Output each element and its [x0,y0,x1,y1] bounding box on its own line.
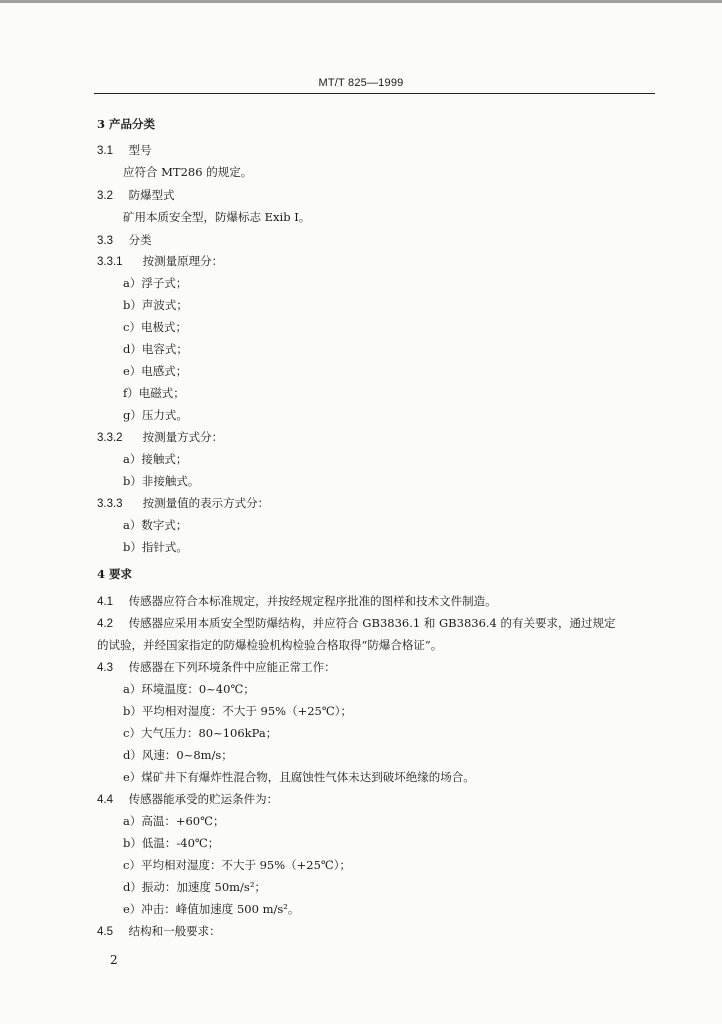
clause-4-1 [97,594,497,609]
list-item: e）冲击：峰值加速度 500 m/s²。 [123,902,300,916]
clause-3-3-2 [97,430,223,445]
clause-3-1-text: 应符合 MT286 的规定。 [123,165,253,179]
clause-number: 3.1 [97,145,113,157]
list-item: a）接触式； [123,452,188,466]
list-item: c）大气压力：80~106kPa； [123,726,278,740]
clause-4-3 [97,660,336,675]
list-item: b）平均相对湿度：不大于 95%（+25℃）； [123,704,352,718]
list-item: b）非接触式。 [123,474,200,488]
clause-number: 3.3 [97,235,113,247]
clause-title: 型号 [128,143,152,157]
list-item: f）电磁式； [123,386,185,400]
clause-3-3-3 [97,496,269,511]
scan-top-edge [0,0,722,3]
clause-text: 传感器在下列环境条件中应能正常工作： [128,660,336,674]
page-number: 2 [110,953,118,967]
list-item: c）平均相对湿度：不大于 95%（+25℃）； [123,858,352,872]
list-item: d）振动：加速度 50m/s²； [123,880,266,894]
clause-title: 防爆型式 [128,188,175,202]
list-item: e）煤矿井下有爆炸性混合物，且腐蚀性气体未达到破坏绝缘的场合。 [123,770,475,784]
clause-title: 按测量原理分： [142,254,224,268]
header-rule [94,93,655,94]
list-item: d）风速：0~8m/s； [123,748,233,762]
standard-number: MT/T 825—1999 [318,77,404,89]
list-item: a）高温：+60℃； [123,814,225,828]
clause-number: 3.2 [97,190,113,202]
clause-number: 3.3.3 [97,498,123,510]
clause-4-5 [97,924,221,939]
list-item: b）指针式。 [123,540,188,554]
list-item: a）数字式； [123,518,188,532]
clause-title: 按测量方式分： [142,430,224,444]
section-4-title: 4 要求 [97,567,133,581]
list-item: g）压力式。 [123,408,188,422]
section-3-title: 3 产品分类 [97,117,156,131]
clause-number: 4.1 [97,596,113,608]
clause-number: 4.2 [97,618,113,630]
list-item: a）浮子式； [123,276,188,290]
list-item: b）声波式； [123,298,188,312]
list-item: e）电感式； [123,364,188,378]
clause-number: 4.4 [97,794,113,806]
clause-title: 按测量值的表示方式分： [142,496,270,510]
clause-title: 分类 [128,233,152,247]
list-item: b）低温：-40℃； [123,836,220,850]
clause-3-3 [97,233,152,248]
clause-4-2 [97,616,657,631]
clause-text: 传感器应采用本质安全型防爆结构，并应符合 GB3836.1 和 GB3836.4 的有关要求，通过规定 [128,616,616,630]
clause-3-3-1 [97,254,223,269]
clause-4-2-continued: 的试验，并经国家指定的防爆检验机构检验合格取得“防爆合格证”。 [97,638,443,652]
clause-number: 3.3.2 [97,432,123,444]
list-item: d）电容式； [123,342,188,356]
clause-text: 传感器应符合本标准规定，并按经规定程序批准的图样和技术文件制造。 [128,594,497,608]
list-item: a）环境温度：0~40℃； [123,682,255,696]
clause-3-1 [97,143,152,158]
clause-3-2 [97,188,175,203]
clause-text: 传感器能承受的贮运条件为： [128,792,279,806]
clause-number: 4.5 [97,926,113,938]
clause-number: 4.3 [97,662,113,674]
clause-number: 3.3.1 [97,256,123,268]
clause-text: 结构和一般要求： [128,924,221,938]
clause-4-4 [97,792,278,807]
clause-3-2-text: 矿用本质安全型，防爆标志 Exib Ⅰ。 [123,210,311,224]
list-item: c）电极式； [123,320,187,334]
